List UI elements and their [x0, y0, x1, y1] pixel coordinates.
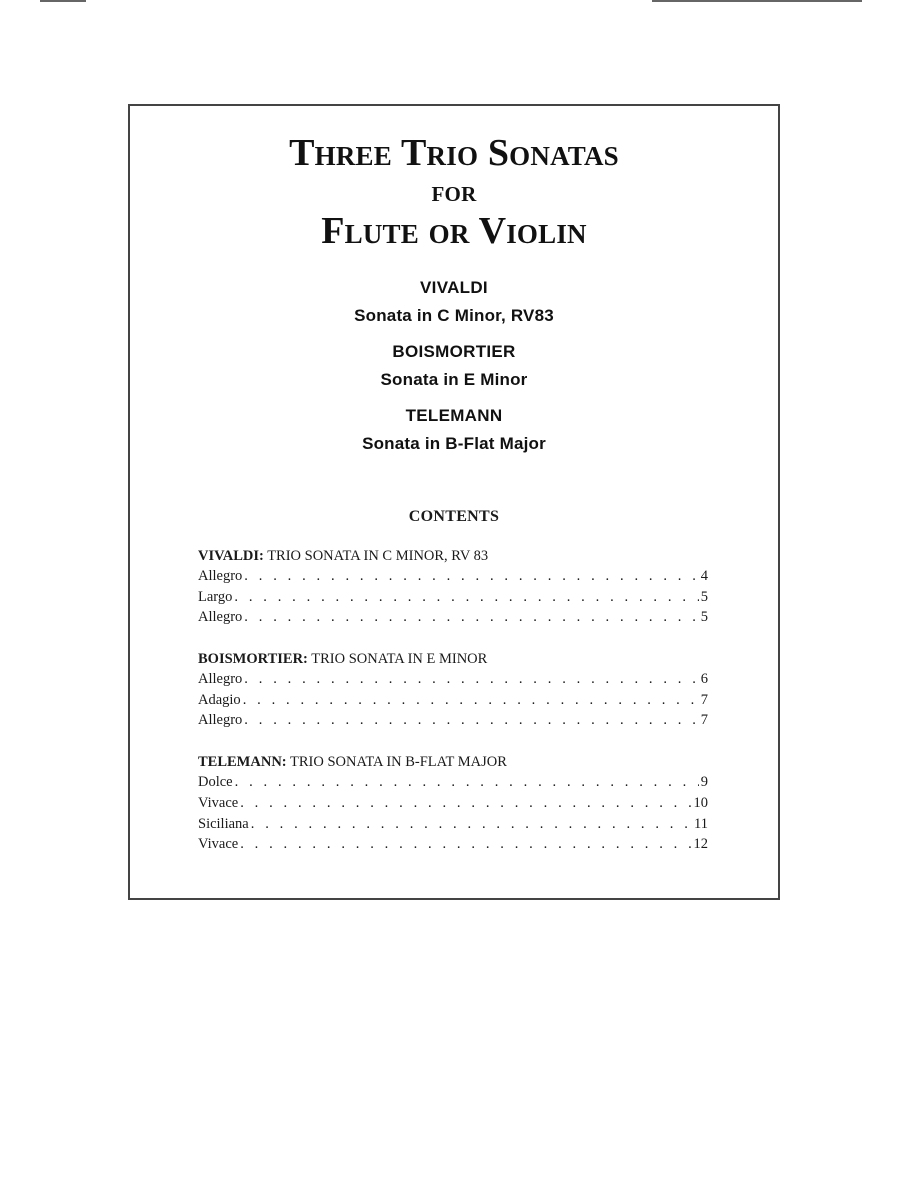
toc-movement: Allegro: [198, 609, 243, 626]
toc-page-number: 7: [700, 712, 708, 729]
work-item: [130, 402, 778, 458]
top-rule-right: [652, 0, 862, 2]
toc-section-composer: BOISMORTIER:: [198, 651, 308, 668]
toc-leader-dots: [240, 793, 691, 814]
top-rule-left: [40, 0, 86, 2]
toc-leader-dots: [234, 587, 698, 608]
table-of-contents: [198, 546, 708, 876]
toc-leader-dots: [251, 814, 692, 835]
toc-entry[interactable]: [198, 772, 708, 793]
toc-page-number: 4: [700, 568, 708, 584]
toc-section-title: TRIO SONATA IN C MINOR, RV 83: [267, 548, 489, 564]
contents-heading: CONTENTS: [408, 508, 500, 525]
title-line-1: Three Trio Sonatas: [289, 132, 619, 174]
toc-entry[interactable]: [198, 814, 708, 835]
toc-section-composer: TELEMANN:: [198, 754, 287, 771]
toc-entry[interactable]: [198, 566, 708, 587]
toc-section-title: TRIO SONATA IN B-FLAT MAJOR: [290, 754, 507, 771]
toc-page-number: 10: [693, 794, 708, 811]
toc-section-heading: [198, 546, 708, 566]
toc-movement: Siciliana: [198, 815, 249, 832]
toc-entry[interactable]: [198, 607, 708, 628]
toc-entry[interactable]: [198, 669, 708, 690]
toc-movement: Allegro: [198, 712, 243, 729]
toc-leader-dots: [244, 566, 698, 587]
toc-page-number: 5: [700, 588, 708, 605]
work-item: [130, 274, 778, 330]
work-composer: BOISMORTIER: [392, 342, 516, 361]
toc-movement: Allegro: [198, 671, 243, 688]
toc-section-heading: [198, 752, 708, 772]
toc-movement: Largo: [198, 588, 233, 605]
toc-entry[interactable]: [198, 834, 708, 855]
toc-section: [198, 649, 708, 731]
toc-leader-dots: [244, 607, 698, 628]
toc-entry[interactable]: [198, 690, 708, 711]
toc-section-composer: VIVALDI:: [198, 548, 264, 564]
toc-section: [198, 752, 708, 855]
toc-leader-dots: [243, 690, 699, 711]
toc-entry[interactable]: [198, 587, 708, 608]
toc-movement: Allegro: [198, 568, 243, 584]
title-block: [130, 132, 778, 252]
toc-leader-dots: [244, 710, 698, 731]
work-piece: Sonata in C Minor, RV83: [354, 306, 554, 325]
work-composer: TELEMANN: [405, 406, 503, 425]
toc-page-number: 7: [700, 691, 708, 708]
work-piece: Sonata in B-Flat Major: [362, 434, 546, 453]
title-line-2: for: [431, 175, 477, 208]
toc-movement: Vivace: [198, 836, 239, 853]
toc-movement: Adagio: [198, 691, 241, 708]
toc-movement: Dolce: [198, 774, 233, 791]
toc-page-number: 9: [700, 774, 708, 791]
work-composer: VIVALDI: [420, 278, 488, 297]
toc-leader-dots: [240, 834, 691, 855]
works-list: [130, 274, 778, 466]
title-line-3: Flute or Violin: [321, 210, 587, 252]
toc-section-heading: [198, 649, 708, 669]
toc-leader-dots: [244, 669, 698, 690]
toc-entry[interactable]: [198, 793, 708, 814]
toc-movement: Vivace: [198, 794, 239, 811]
toc-entry[interactable]: [198, 710, 708, 731]
toc-page-number: 12: [693, 836, 708, 853]
toc-page-number: 11: [694, 815, 708, 832]
toc-section-title: TRIO SONATA IN E MINOR: [311, 651, 488, 668]
toc-section: [198, 546, 708, 628]
toc-leader-dots: [235, 772, 699, 793]
toc-page-number: 6: [700, 671, 708, 688]
toc-page-number: 5: [700, 609, 708, 626]
work-item: [130, 338, 778, 394]
work-piece: Sonata in E Minor: [380, 370, 528, 389]
title-page-frame: [128, 104, 780, 900]
